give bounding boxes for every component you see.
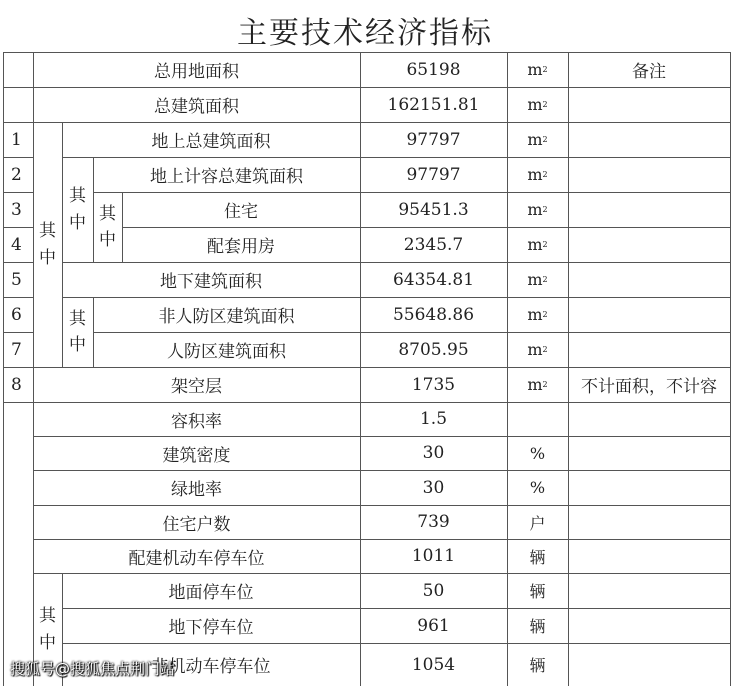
indicator-value: 1054 xyxy=(411,654,456,675)
unit-text: m xyxy=(527,95,543,114)
indicator-unit xyxy=(507,157,568,192)
indicator-unit xyxy=(507,402,568,436)
unit-superscript: 2 xyxy=(542,170,548,179)
unit-superscript: 2 xyxy=(542,310,548,319)
indicator-name: 地上计容总建筑面积 xyxy=(150,167,303,187)
unit-text: 户 xyxy=(529,513,546,533)
indicator-value: 55648.86 xyxy=(392,304,475,325)
unit-text: % xyxy=(529,443,546,463)
row-index: 4 xyxy=(11,234,22,255)
indicator-value: 64354.81 xyxy=(392,269,475,290)
indicator-name: 配建机动车停车位 xyxy=(128,548,265,569)
indicator-value: 50 xyxy=(422,580,445,601)
row-index: 1 xyxy=(11,129,22,150)
group-char: 中 xyxy=(99,230,116,250)
unit-text: m xyxy=(527,375,543,394)
unit-text: 辆 xyxy=(529,582,546,601)
group-label-aboveground xyxy=(62,157,93,262)
indicator-name: 配套用房 xyxy=(207,237,275,257)
group-char: 其 xyxy=(99,203,116,224)
group-label-aboveground-underground xyxy=(33,122,62,367)
indicator-unit xyxy=(507,227,568,262)
indicator-name: 地下停车位 xyxy=(168,618,254,638)
indicator-value: 1735 xyxy=(411,374,456,395)
indicator-value: 739 xyxy=(417,512,450,532)
indicator-unit xyxy=(507,573,568,608)
unit-superscript: 2 xyxy=(542,100,548,109)
unit-text: m xyxy=(527,130,543,149)
indicator-name: 建筑密度 xyxy=(162,445,231,466)
unit-superscript: 2 xyxy=(542,135,548,144)
group-char: 其 xyxy=(39,606,56,627)
row-index: 2 xyxy=(11,164,22,185)
unit-text: m xyxy=(527,235,543,254)
unit-superscript: 2 xyxy=(542,380,548,389)
indicator-name: 非人防区建筑面积 xyxy=(158,307,295,327)
indicator-name: 住宅 xyxy=(224,202,258,222)
group-label-floor-use xyxy=(93,192,122,262)
indicator-value: 97797 xyxy=(406,129,461,150)
indicator-name: 架空层 xyxy=(171,377,222,397)
row-index: 3 xyxy=(11,199,22,220)
indicator-unit xyxy=(507,87,568,122)
indicator-value: 30 xyxy=(422,477,445,498)
table-title: 主要技术经济指标 xyxy=(237,16,493,51)
indicator-unit xyxy=(507,505,568,539)
remark: 备注 xyxy=(632,62,666,82)
row-index: 5 xyxy=(11,269,22,290)
indicator-value: 30 xyxy=(422,443,445,463)
unit-text: 辆 xyxy=(529,656,546,675)
indicator-name: 非机动车停车位 xyxy=(151,657,271,677)
group-char: 中 xyxy=(39,632,56,653)
indicator-name: 绿地率 xyxy=(171,480,222,500)
indicator-name: 总用地面积 xyxy=(154,62,239,82)
unit-text: m xyxy=(527,200,543,219)
indicator-unit xyxy=(507,643,568,686)
indicator-value: 961 xyxy=(417,615,450,636)
group-char: 其 xyxy=(39,221,56,242)
unit-text: m xyxy=(527,305,543,324)
row-index: 6 xyxy=(11,304,22,325)
group-char: 其 xyxy=(69,186,86,207)
indicator-unit xyxy=(507,262,568,297)
unit-text: m xyxy=(527,340,543,359)
indicator-unit xyxy=(507,539,568,573)
watermark: 搜狐号@搜狐焦点荆门站 xyxy=(10,660,176,678)
unit-text: m xyxy=(527,165,543,184)
group-char: 中 xyxy=(69,335,86,355)
group-char: 中 xyxy=(39,247,56,268)
indicator-value: 97797 xyxy=(406,164,461,185)
unit-text: 辆 xyxy=(529,547,546,567)
unit-text: % xyxy=(529,478,546,497)
row-index: 7 xyxy=(11,339,22,360)
indicator-name: 人防区建筑面积 xyxy=(167,342,286,362)
unit-superscript: 2 xyxy=(542,205,548,214)
indicator-value: 65198 xyxy=(406,59,461,80)
indicator-unit xyxy=(507,367,568,402)
group-char: 其 xyxy=(69,308,86,329)
remark: 不计面积，不计容 xyxy=(581,377,717,397)
indicator-name: 地下建筑面积 xyxy=(160,272,262,292)
indicator-value: 2345.7 xyxy=(403,234,464,255)
indicator-name: 总建筑面积 xyxy=(154,97,239,117)
unit-superscript: 2 xyxy=(542,65,548,74)
row-index: 8 xyxy=(11,374,22,395)
unit-superscript: 2 xyxy=(542,240,548,249)
indicator-unit xyxy=(507,192,568,227)
indicator-value: 1.5 xyxy=(419,409,448,429)
indicator-unit xyxy=(507,436,568,470)
indicator-value: 8705.95 xyxy=(398,339,469,360)
unit-text: 辆 xyxy=(529,617,546,636)
indicator-unit xyxy=(507,332,568,367)
indicator-unit xyxy=(507,470,568,505)
unit-superscript: 2 xyxy=(542,275,548,284)
indicator-name: 地上总建筑面积 xyxy=(151,132,271,152)
indicator-unit xyxy=(507,122,568,157)
unit-text: m xyxy=(527,60,543,79)
indicator-value: 95451.3 xyxy=(398,199,469,220)
unit-text: m xyxy=(527,270,543,289)
grid-line xyxy=(730,52,731,686)
indicator-unit xyxy=(507,608,568,643)
indicator-value: 1011 xyxy=(411,546,456,566)
indicator-unit xyxy=(507,297,568,332)
group-label-underground xyxy=(62,297,93,367)
indicator-unit xyxy=(507,52,568,87)
grid-line xyxy=(3,402,33,403)
indicator-value: 162151.81 xyxy=(387,94,480,115)
group-char: 中 xyxy=(69,212,86,233)
indicator-name: 容积率 xyxy=(171,411,222,432)
unit-superscript: 2 xyxy=(542,345,548,354)
indicator-name: 住宅户数 xyxy=(162,514,231,535)
indicator-name: 地面停车位 xyxy=(168,583,254,603)
